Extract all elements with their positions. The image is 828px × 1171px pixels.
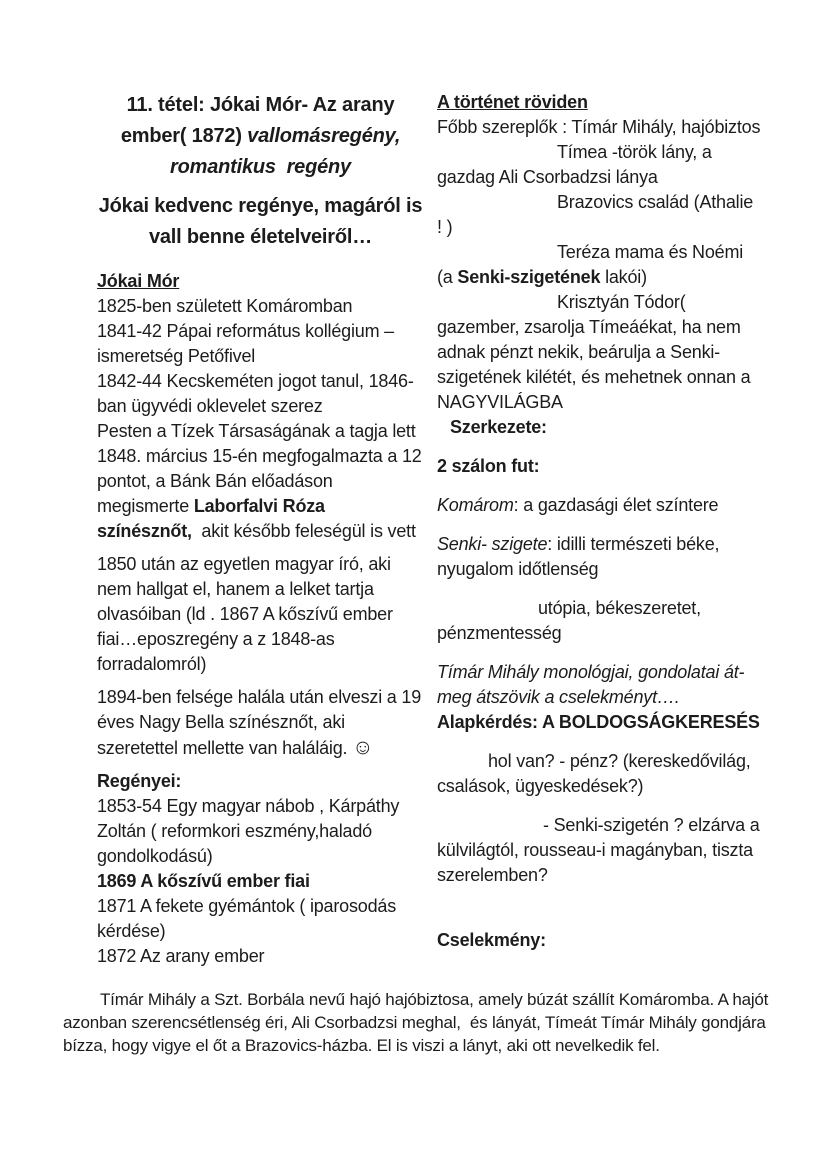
novel-item-1872: 1872 Az arany ember: [97, 946, 265, 966]
thread-senki-desc-text: : idilli természeti béke, nyugalom időtlenség: [437, 534, 725, 579]
bio-line-1825: 1825-ben született Komáromban: [97, 296, 353, 316]
character-line-brazovics: Brazovics család (Athalie: [557, 192, 754, 212]
character-line-brazovics-cont: ! ): [437, 217, 453, 237]
left-column: [97, 90, 428, 969]
bio-block: [97, 294, 427, 544]
thread-komarom-place-text: Komárom: [437, 495, 514, 515]
bio-line-1841: 1841-42 Pápai református kollégium – ismeretség Petőfivel: [97, 321, 399, 366]
story-heading: A történet röviden: [437, 92, 588, 112]
senki-sziget-bold-text: Senki-szigetének: [457, 267, 601, 287]
character-line-krisztyan: Krisztyán Tódor(: [557, 292, 686, 312]
thread-komarom: [437, 493, 769, 518]
novel-item-1871: 1871 A fekete gyémántok ( iparosodás kérdése): [97, 896, 401, 941]
thread-senki-place-text: Senki- szigete: [437, 534, 548, 554]
novels-list: [97, 794, 424, 969]
core-question-heading: Alapkérdés: A BOLDOGSÁGKERESÉS: [437, 712, 760, 732]
bio-1848-tail-text: akit később feleségül is vett: [191, 521, 416, 541]
question-money: hol van? - pénz? (kereskedővilág,: [488, 751, 751, 771]
page-title: [97, 90, 424, 183]
para-1850: 1850 után az egyetlen magyar író, aki nem hallgat el, hanem a lelket tartja olvasóiban (ld . 1867 A kőszívű ember fiai…eposzregény a z 1848-as forradalomról): [97, 554, 398, 674]
structure-heading: Szerkezete:: [450, 417, 547, 437]
question-island-end: szerelemben?: [437, 865, 548, 885]
bio-1848-text: 1848. március 15-én megfogalmazta a 12 pontot, a Bánk Bán előadáson megismerte: [97, 446, 427, 516]
subtitle: Jókai kedvenc regénye, magáról is vall benne életelveiről…: [98, 195, 428, 248]
thread-komarom-desc-text: : a gazdasági élet színtere: [513, 495, 719, 515]
question-island: - Senki-szigetén ? elzárva a: [543, 815, 760, 835]
character-line-tereza: Teréza mama és Noémi: [557, 242, 744, 262]
plot-summary-paragraph: Tímár Mihály a Szt. Borbála nevű hajó hajóbiztosa, amely búzát szállít Komáromba. A hajót azonban szerencsétlenség éri, Ali Csorbadzsi meghal, és lányát, Tímeát Tímár Mihály gondjára bízza, hogy vigye el őt a Brazovics-házba. El is viszi a lányt, aki ott nevelkedik fel.: [63, 990, 773, 1055]
bio-heading: Jókai Mór: [97, 271, 180, 291]
character-line-timea-cont: gazdag Ali Csorbadzsi lánya: [437, 167, 658, 187]
novel-item-1869: 1869 A kőszívű ember fiai: [97, 871, 310, 891]
novels-heading: Regényei:: [97, 771, 182, 791]
thread-senki-sziget: [437, 532, 769, 582]
title-main-text: 11. tétel: Jókai Mór- Az arany ember( 1872): [120, 94, 400, 147]
character-line-krisztyan-cont: gazember, zsarolja Tímeáékat, ha nem adnak pénzt nekik, beárulja a Senki-szigetének kilétét, és mehetnek onnan a NAGYVILÁGBA: [437, 317, 756, 412]
title-genre-text: vallomásregény, romantikus regény: [170, 125, 406, 178]
character-line-tereza-cont: [437, 265, 769, 290]
smiley-face-icon: ☺: [352, 736, 374, 759]
character-line-timea: Tímea -török lány, a: [557, 142, 712, 162]
utopia-line-cont: pénzmentesség: [437, 623, 562, 643]
bio-line-1848: [97, 444, 427, 544]
right-column: [437, 90, 769, 953]
para-1894-text: 1894-ben felsége halála után elveszi a 19 éves Nagy Bella színésznőt, aki szeretettel mellette van haláláig.: [97, 687, 426, 758]
plot-heading: Cselekmény:: [437, 930, 546, 950]
tereza-cont-pre-text: (a: [437, 267, 458, 287]
question-money-cont: csalások, ügyeskedések?): [437, 776, 644, 796]
para-1894: [97, 685, 424, 761]
characters-block: [437, 115, 769, 415]
bio-1848-bold-text: Laborfalvi Róza színésznőt,: [97, 496, 330, 541]
character-line-main: Főbb szereplők : Tímár Mihály, hajóbiztos: [437, 117, 761, 137]
threads-heading: 2 szálon fut:: [437, 456, 540, 476]
bio-line-pesten: Pesten a Tízek Társaságának a tagja lett: [97, 421, 416, 441]
novel-item-1853: 1853-54 Egy magyar nábob , Kárpáthy Zoltán ( reformkori eszmény,haladó gondolkodású): [97, 796, 405, 866]
utopia-line: utópia, békeszeretet,: [538, 598, 701, 618]
question-island-cont: külvilágtól, rousseau-i magányban, tiszta: [437, 840, 753, 860]
bio-line-1842: 1842-44 Kecskeméten jogot tanul, 1846-ban ügyvédi oklevelet szerez: [97, 371, 414, 416]
monologue-note: Tímár Mihály monológjai, gondolatai át- meg átszövik a cselekményt….: [437, 662, 750, 707]
tereza-cont-post-text: lakói): [600, 267, 647, 287]
